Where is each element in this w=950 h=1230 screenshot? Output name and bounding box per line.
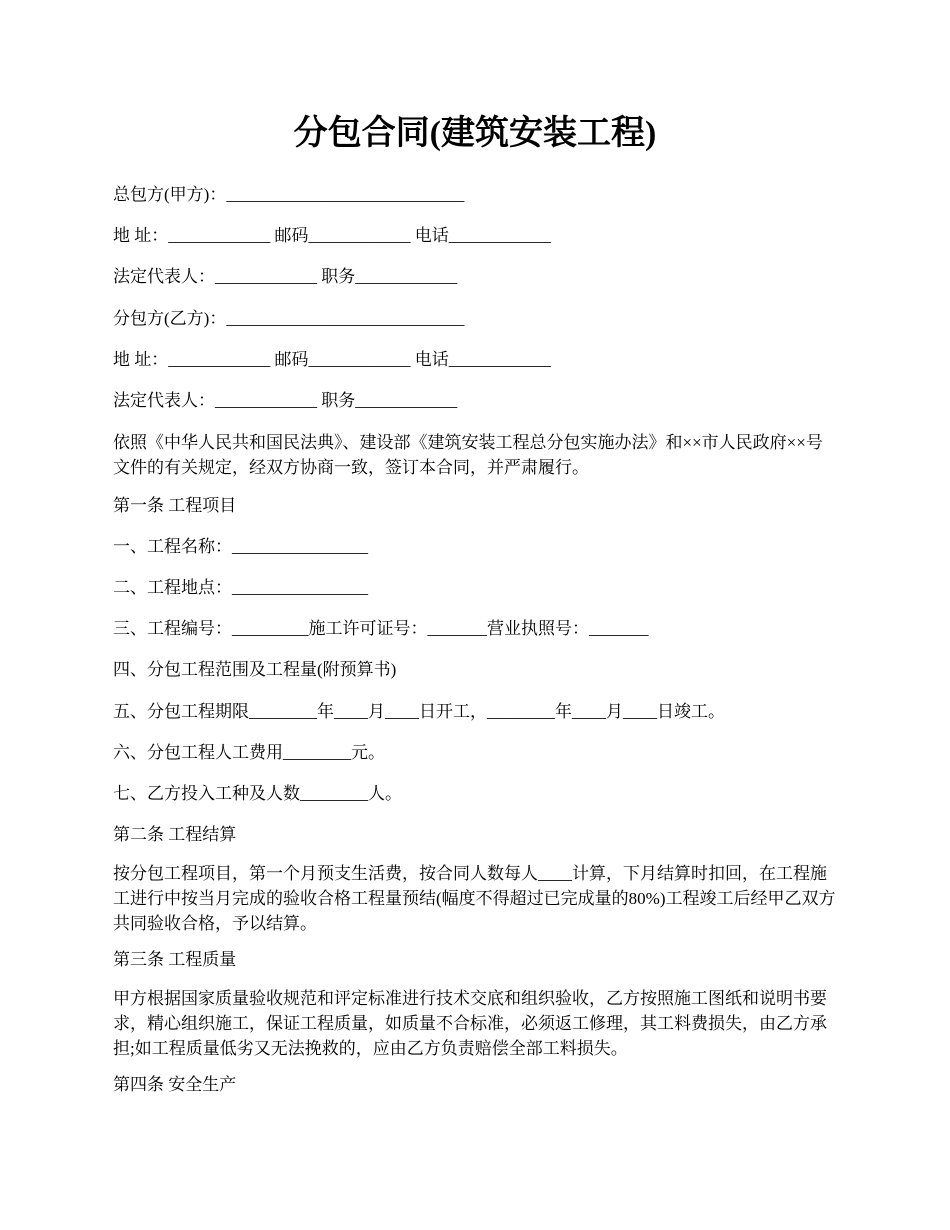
- article-3-heading: 第三条 工程质量: [113, 950, 237, 969]
- article-1-item: 四、分包工程范围及工程量(附预算书): [113, 660, 397, 679]
- article-1-item: 七、乙方投入工种及人数________人。: [113, 784, 402, 803]
- contractor-field: 总包方(甲方)：____________________________: [113, 185, 465, 204]
- article-1-item: 二、工程地点：________________: [113, 578, 368, 597]
- article-4-heading: 第四条 安全生产: [113, 1075, 237, 1094]
- article-1-item: 一、工程名称：________________: [113, 537, 368, 556]
- article-3-text: 甲方根据国家质量验收规范和评定标准进行技术交底和组织验收，乙方按照施工图纸和说明书要求，精心组织施工，保证工程质量，如质量不合标准，必须返工修理，其工料费损失，由乙方承担;如工程质量低劣又无法挽救的，应由乙方负责赔偿全部工料损失。: [113, 989, 827, 1058]
- article-1-heading: 第一条 工程项目: [113, 496, 237, 515]
- contractor-rep-field: 法定代表人：____________ 职务____________: [113, 267, 458, 286]
- subcontractor-rep-field: 法定代表人：____________ 职务____________: [113, 391, 458, 410]
- article-1-item: 三、工程编号：_________施工许可证号：_______营业执照号：_______: [113, 619, 649, 638]
- article-1-item: 五、分包工程期限________年____月____日开工，________年____月____日竣工。: [113, 702, 725, 721]
- document-title: 分包合同(建筑安装工程): [293, 115, 657, 152]
- preamble-paragraph: 依照《中华人民共和国民法典》、建设部《建筑安装工程总分包实施办法》和××市人民政府××号文件的有关规定，经双方协商一致，签订本合同，并严肃履行。: [113, 433, 823, 477]
- article-1-item: 六、分包工程人工费用________元。: [113, 743, 385, 762]
- article-2-heading: 第二条 工程结算: [113, 825, 237, 844]
- subcontractor-field: 分包方(乙方)：____________________________: [113, 309, 465, 328]
- subcontractor-address-field: 地 址：____________ 邮码____________ 电话____________: [113, 350, 551, 369]
- article-2-text: 按分包工程项目，第一个月预支生活费，按合同人数每人____计算，下月结算时扣回，在工程施工进行中按当月完成的验收合格工程量预结(幅度不得超过已完成量的80%)工程竣工后经甲乙双方共同验收合格，予以结算。: [113, 864, 836, 933]
- contractor-address-field: 地 址：____________ 邮码____________ 电话____________: [113, 226, 551, 245]
